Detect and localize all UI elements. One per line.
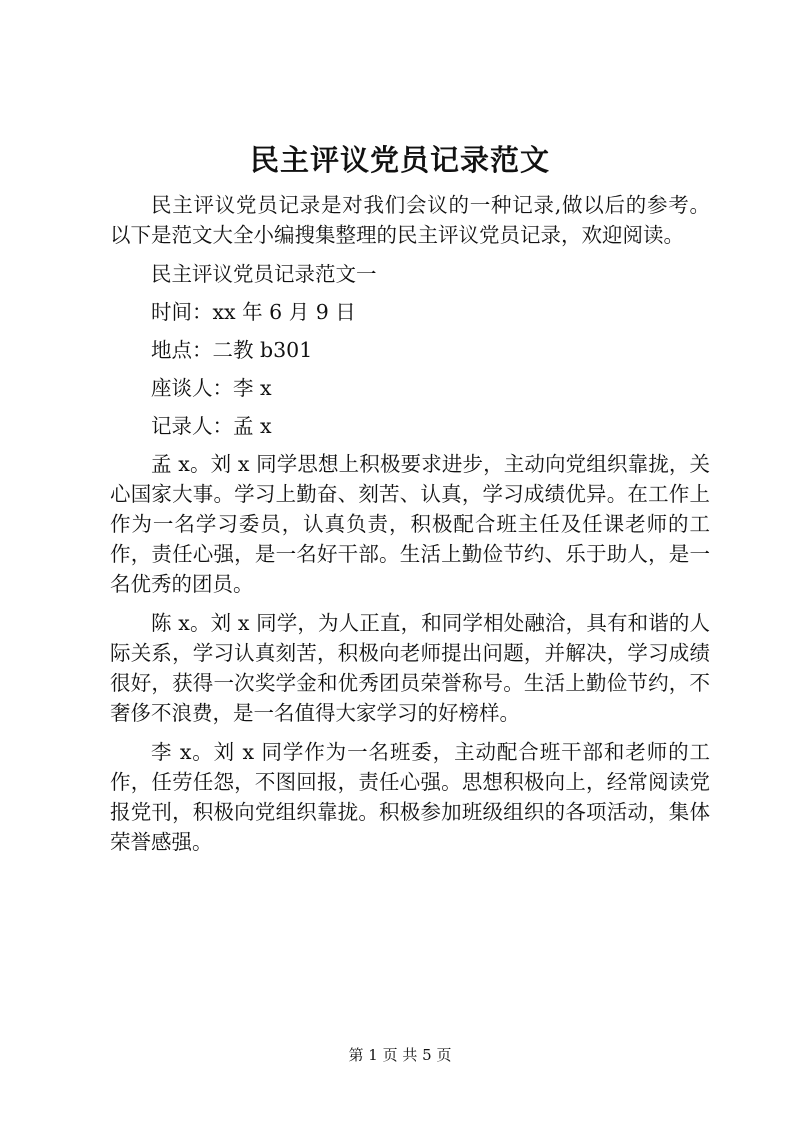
page-number: 第 1 页 共 5 页 — [348, 1046, 452, 1064]
evaluation-chen: 陈 x。刘 x 同学，为人正直，和同学相处融洽，具有和谐的人际关系，学习认真刻苦，积极向老师提出问题，并解决，学习成绩很好，获得一次奖学金和优秀团员荣誉称号。生活上勤俭节约，不奢侈不浪费，是一名值得大家学习的好榜样。 — [110, 611, 710, 725]
document-body — [110, 190, 710, 866]
evaluation-li: 李 x。刘 x 同学作为一名班委，主动配合班干部和老师的工作，任劳任怨，不图回报，责任心强。思想积极向上，经常阅读党报党刊，积极向党组织靠拢。积极参加班级组织的各项活动，集体荣誉感强。 — [110, 740, 710, 854]
meeting-recorder: 记录人：孟 x — [151, 414, 272, 438]
page-title: 民主评议党员记录范文 — [249, 143, 550, 177]
meeting-host: 座谈人：李 x — [151, 376, 272, 400]
section-heading: 民主评议党员记录范文一 — [151, 262, 377, 286]
meeting-location: 地点：二教 b301 — [151, 338, 313, 362]
meeting-time: 时间：xx 年 6 月 9 日 — [151, 300, 356, 324]
evaluation-meng: 孟 x。刘 x 同学思想上积极要求进步，主动向党组织靠拢，关心国家大事。学习上勤奋、刻苦、认真，学习成绩优异。在工作上作为一名学习委员，认真负责，积极配合班主任及任课老师的工作，责任心强，是一名好干部。生活上勤俭节约、乐于助人，是一名优秀的团员。 — [110, 452, 710, 596]
intro-paragraph: 民主评议党员记录是对我们会议的一种记录,做以后的参考。以下是范文大全小编搜集整理的民主评议党员记录，欢迎阅读。 — [110, 193, 710, 247]
